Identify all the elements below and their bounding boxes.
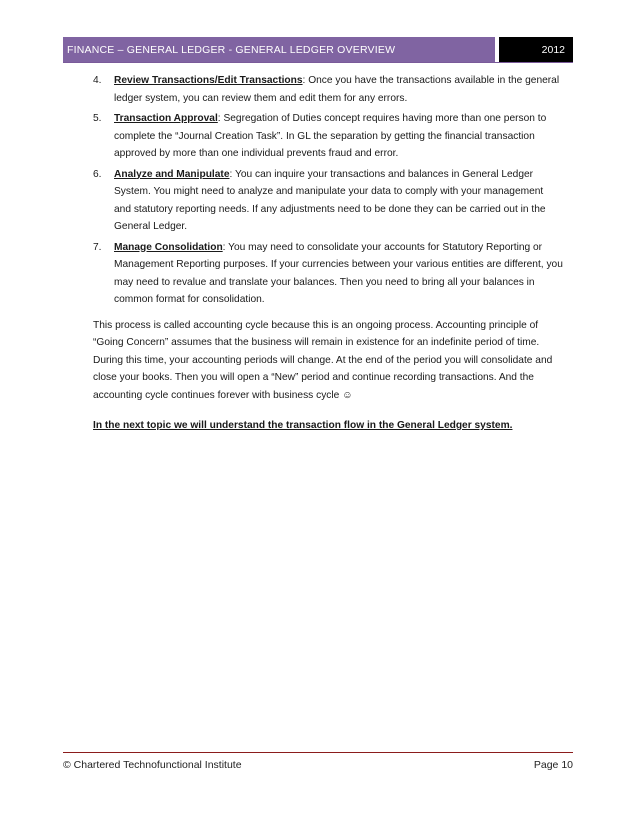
step-text: : Segregation of Duties concept requires having more than one person to complete the “Journal Creation Task”. In GL the separation by getting the financial transaction approved by more than one individual prevents fraud and error. <box>114 113 547 159</box>
step-text: : You may need to consolidate your accounts for Statutory Reporting or Management Reporting purposes. If your currencies between your various entities are different, you may need to revalue and translate your balances. Then you need to bring all your balances in common format for consolidation. <box>114 241 563 305</box>
footer-page-number: Page 10 <box>533 759 573 771</box>
list-item <box>93 72 563 107</box>
page-footer <box>63 752 573 771</box>
list-item <box>93 166 563 236</box>
page-content <box>93 72 563 435</box>
accounting-cycle-paragraph: This process is called accounting cycle because this is an ongoing process. Accounting principle of “Going Concern” assumes that the business will remain in existence for an indefinite period of time. During this time, your accounting periods will change. At the end of the period you will consolidate and close your books. Then you will open a “New” period and continue recording transactions. And the accounting cycle continues forever with business cycle ☺ <box>93 319 553 401</box>
step-number: 6. <box>93 168 102 180</box>
step-term: Manage Consolidation <box>114 241 223 253</box>
footer-copyright: © Chartered Technofunctional Institute <box>63 759 242 771</box>
page-header <box>63 37 573 63</box>
step-number: 4. <box>93 75 102 86</box>
step-term: Transaction Approval <box>114 113 218 124</box>
step-term: Review Transactions/Edit Transactions <box>114 75 303 86</box>
header-year: 2012 <box>499 37 573 62</box>
step-text: : You can inquire your transactions and balances in General Ledger System. You might need to analyze and manipulate your data to comply with your management and statutory reporting needs. If any adjustments need to be done they can be carried out in the General Ledger. <box>114 168 546 232</box>
step-number: 7. <box>93 241 102 253</box>
step-number: 5. <box>93 113 102 124</box>
steps-list <box>93 72 563 309</box>
list-item <box>93 239 563 309</box>
header-title: FINANCE – GENERAL LEDGER - GENERAL LEDGER OVERVIEW <box>63 37 495 62</box>
next-topic-note: In the next topic we will understand the transaction flow in the General Ledger system. <box>93 420 513 431</box>
step-term: Analyze and Manipulate <box>114 168 230 180</box>
list-item <box>93 110 563 163</box>
step-text: : Once you have the transactions available in the general ledger system, you can review them and edit them for any errors. <box>114 75 560 104</box>
